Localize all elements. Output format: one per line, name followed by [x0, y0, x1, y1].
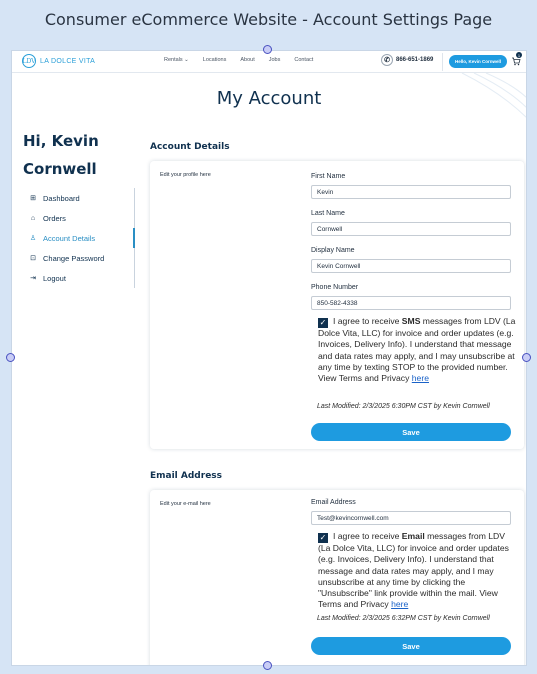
last-name-field[interactable]	[311, 222, 511, 236]
sms-consent-text-bold: SMS	[401, 316, 421, 326]
sidebar-item-logout[interactable]	[23, 268, 134, 288]
sms-terms-link[interactable]: here	[411, 373, 429, 384]
logo-mark-icon: LDV	[22, 54, 36, 68]
email-consent-text-pre: I agree to receive	[333, 531, 402, 541]
sidebar-item-label: Logout	[43, 273, 66, 283]
greeting-line-2: Cornwell	[23, 160, 97, 178]
lock-icon: ⊡	[30, 255, 36, 262]
account-menu-button[interactable]: Hello, Kevin Cornwell	[449, 55, 507, 68]
page-title: My Account	[216, 88, 322, 109]
nav-divider	[442, 53, 443, 71]
email-address-label: Email Address	[311, 499, 356, 506]
sidebar-item-change-password[interactable]	[23, 248, 134, 268]
sms-consent	[318, 316, 518, 384]
left-resize-handle[interactable]	[6, 353, 15, 362]
menu-item-locations[interactable]: Locations	[202, 57, 227, 63]
sidebar-item-orders[interactable]	[23, 208, 134, 228]
greeting-line-1: Hi, Kevin	[23, 132, 99, 150]
logo-text: LA DOLCE VITA	[40, 57, 96, 65]
email-hint: Edit your e-mail here	[160, 501, 211, 507]
phone-number: 866-651-1869	[396, 57, 434, 63]
email-consent	[318, 531, 518, 611]
main-menu	[164, 57, 313, 63]
email-last-modified: Last Modified: 2/3/2025 6:32PM CST by Kevin Cornwell	[317, 615, 490, 622]
cart-count-badge: 1	[517, 52, 521, 58]
account-last-modified: Last Modified: 2/3/2025 6:30PM CST by Kevin Cornwell	[317, 403, 490, 410]
browser-frame	[11, 50, 527, 666]
logout-icon: ⇥	[30, 275, 36, 282]
first-name-label: First Name	[311, 173, 346, 180]
sms-consent-checkbox[interactable]: ✓	[319, 318, 327, 327]
email-consent-text-post: messages from LDV (La Dolce Vita, LLC) for invoice and order updates (e.g. Invoices, Delivery Info). I understand that message and data rates may apply, and I may unsubscribe at any time by clicking the "Unsubscribe" link provide within the mail. View Terms and Privacy	[318, 531, 509, 610]
email-address-card	[150, 490, 524, 666]
phone-number-label: Phone Number	[311, 284, 359, 291]
sms-consent-text-post: messages from LDV (La Dolce Vita, LLC) for invoice and order updates (e.g. Invoices, Delivery Info). I understand that message and data rates may apply, and I may unsubscribe at any time by texting STOP to the provided number. View Terms and Privacy	[318, 316, 516, 384]
display-name-field[interactable]	[311, 259, 511, 273]
bottom-resize-handle[interactable]	[263, 661, 272, 670]
right-resize-handle[interactable]	[522, 353, 531, 362]
email-consent-text-bold: Email	[401, 531, 425, 541]
orders-bag-icon: ⌂	[30, 214, 36, 222]
email-consent-checkbox[interactable]: ✓	[319, 533, 327, 542]
sidebar-item-label: Account Details	[43, 233, 96, 243]
phone-icon: ✆	[381, 54, 393, 66]
menu-item-jobs[interactable]: Jobs	[268, 57, 281, 63]
first-name-field[interactable]	[311, 185, 511, 199]
account-details-heading: Account Details	[150, 142, 230, 152]
sidebar-item-label: Change Password	[43, 253, 105, 263]
sidebar-item-account-details[interactable]	[23, 228, 135, 248]
screenshot-caption: Consumer eCommerce Website - Account Settings Page	[44, 10, 493, 29]
email-terms-link[interactable]: here	[391, 599, 409, 610]
site-logo[interactable]	[22, 54, 95, 68]
phone-link[interactable]	[381, 54, 433, 66]
menu-item-contact[interactable]: Contact	[294, 57, 314, 63]
sidebar-item-label: Dashboard	[43, 193, 80, 203]
user-icon: ♙	[29, 235, 37, 242]
sidebar-item-label: Orders	[43, 213, 66, 223]
email-address-field[interactable]	[311, 511, 511, 525]
save-email-button[interactable]: Save	[311, 637, 511, 655]
phone-number-field[interactable]	[311, 296, 511, 310]
email-address-heading: Email Address	[150, 471, 223, 481]
top-navigation	[12, 51, 526, 73]
display-name-label: Display Name	[311, 247, 355, 254]
menu-item-about[interactable]: About	[240, 57, 255, 63]
account-sidebar	[23, 188, 135, 288]
profile-hint: Edit your profile here	[160, 172, 211, 178]
last-name-label: Last Name	[311, 210, 345, 217]
menu-item-rentals[interactable]: Rentals ⌄	[164, 57, 189, 63]
sms-consent-text-pre: I agree to receive	[333, 316, 402, 326]
dashboard-icon: ⊞	[30, 195, 36, 202]
account-details-card	[150, 161, 524, 449]
save-account-button[interactable]: Save	[311, 423, 511, 441]
user-greeting	[23, 127, 99, 183]
top-resize-handle[interactable]	[263, 45, 272, 54]
sidebar-item-dashboard[interactable]	[23, 188, 134, 208]
